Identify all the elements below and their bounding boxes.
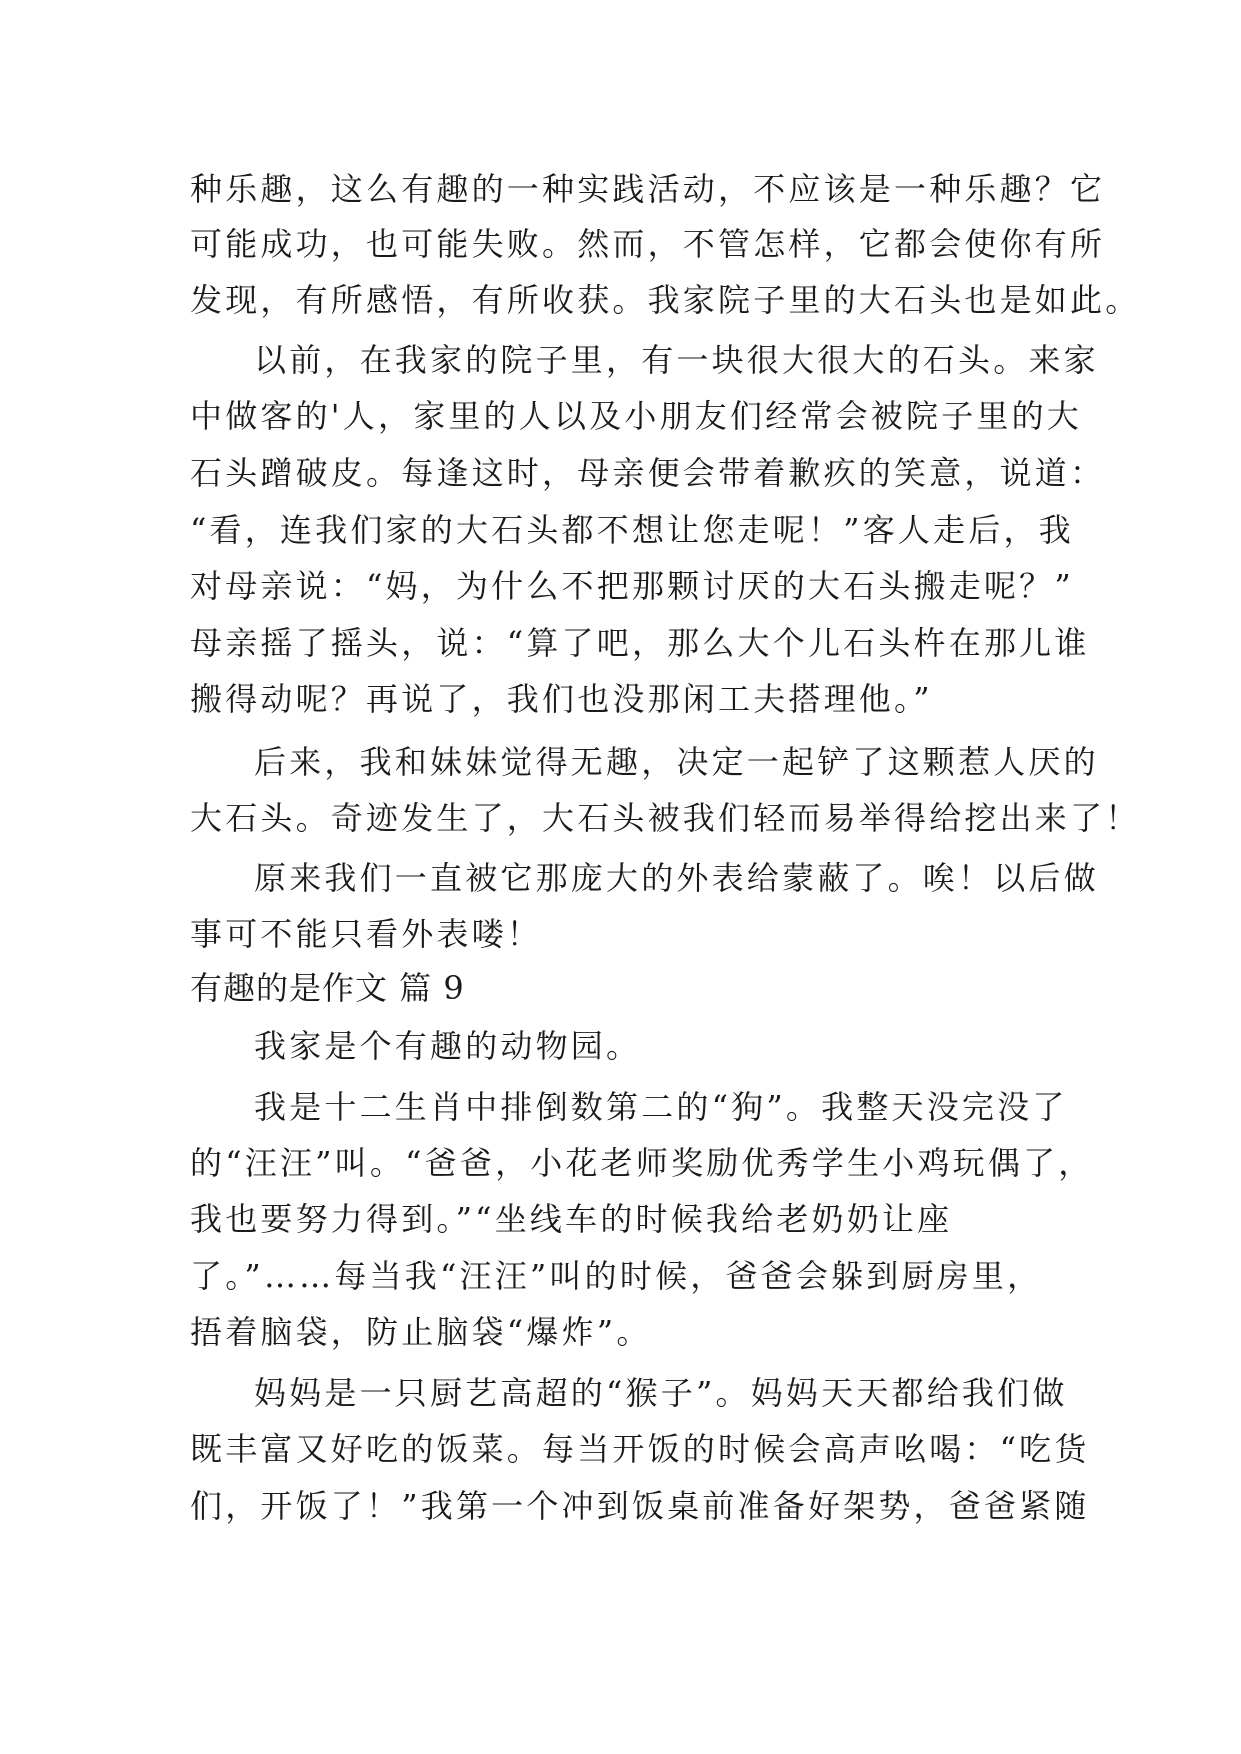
text-line: 我也要努力得到。”“坐线车的时候我给老奶奶让座	[190, 1200, 953, 1238]
text-line: 搬得动呢？再说了，我们也没那闲工夫搭理他。”	[190, 680, 933, 718]
text-line: 原来我们一直被它那庞大的外表给蒙蔽了。唉！以后做	[254, 859, 1099, 897]
text-line: 妈妈是一只厨艺高超的“猴子”。妈妈天天都给我们做	[254, 1374, 1068, 1412]
text-line: 以前，在我家的院子里，有一块很大很大的石头。来家	[254, 341, 1099, 379]
text-line: 后来，我和妹妹觉得无趣，决定一起铲了这颗惹人厌的	[254, 743, 1099, 781]
text-line: 了。”……每当我“汪汪”叫的时候，爸爸会躲到厨房里，	[190, 1257, 1043, 1295]
text-line: “看，连我们家的大石头都不想让您走呢！”客人走后，我	[190, 511, 1074, 549]
text-line: 可能成功，也可能失败。然而，不管怎样，它都会使你有所	[190, 225, 1106, 263]
section-heading: 有趣的是作文 篇 9	[190, 969, 465, 1007]
text-line: 我家是个有趣的动物园。	[254, 1027, 642, 1065]
text-line: 大石头。奇迹发生了，大石头被我们轻而易举得给挖出来了！	[190, 799, 1141, 837]
text-line: 发现，有所感悟，有所收获。我家院子里的大石头也是如此。	[190, 281, 1141, 319]
text-line: 种乐趣，这么有趣的一种实践活动，不应该是一种乐趣？它	[190, 170, 1106, 208]
text-line: 我是十二生肖中排倒数第二的“狗”。我整天没完没了	[254, 1088, 1068, 1126]
text-line: 对母亲说：“妈，为什么不把那颗讨厌的大石头搬走呢？”	[190, 567, 1074, 605]
text-line: 们，开饭了！”我第一个冲到饭桌前准备好架势，爸爸紧随	[190, 1487, 1090, 1525]
text-line: 母亲摇了摇头，说：“算了吧，那么大个儿石头杵在那儿谁	[190, 624, 1090, 662]
text-line: 捂着脑袋，防止脑袋“爆炸”。	[190, 1313, 652, 1351]
text-line: 既丰富又好吃的饭菜。每当开饭的时候会高声吆喝：“吃货	[190, 1430, 1090, 1468]
text-line: 的“汪汪”叫。“爸爸，小花老师奖励优秀学生小鸡玩偶了，	[190, 1144, 1094, 1182]
text-line: 中做客的'人，家里的人以及小朋友们经常会被院子里的大	[190, 397, 1082, 435]
text-line: 事可不能只看外表喽！	[190, 915, 543, 953]
text-line: 石头蹭破皮。每逢这时，母亲便会带着歉疚的笑意，说道：	[190, 454, 1106, 492]
